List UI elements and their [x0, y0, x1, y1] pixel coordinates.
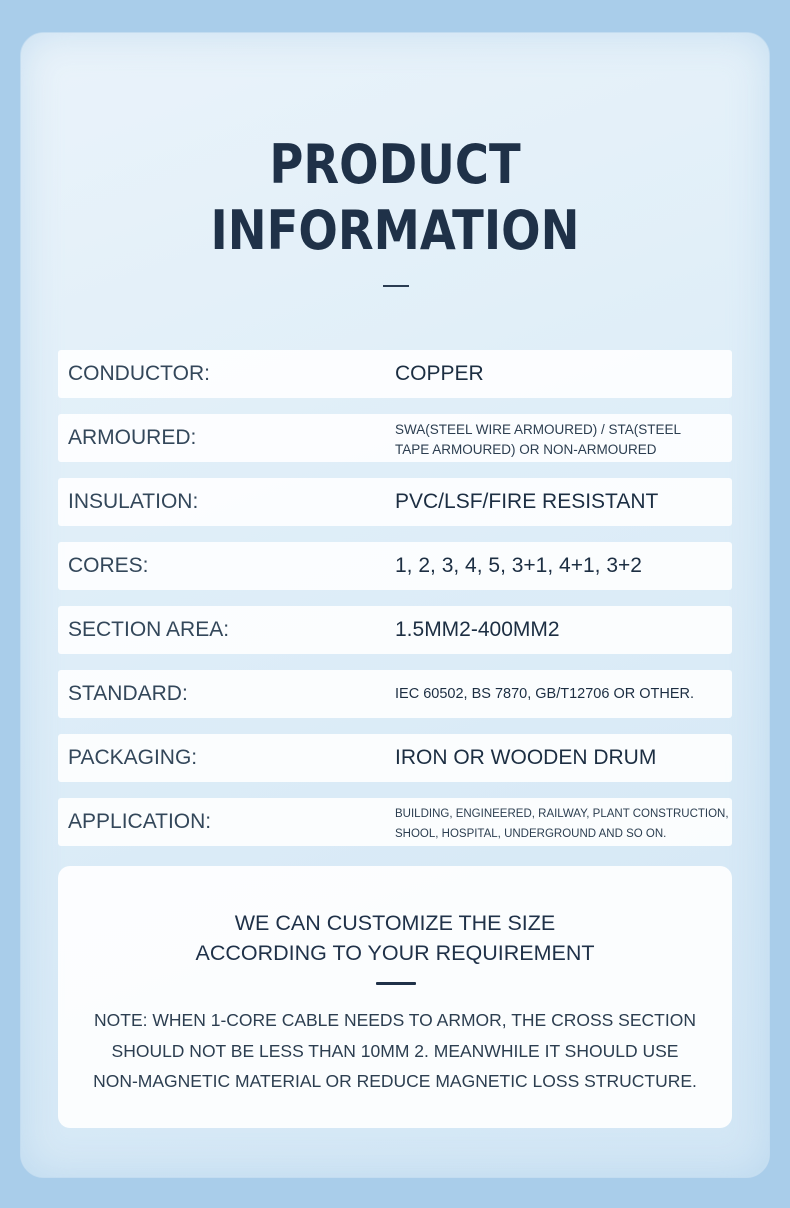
spec-value: IEC 60502, BS 7870, GB/T12706 OR OTHER.	[395, 686, 695, 702]
note-heading-line1: WE CAN CUSTOMIZE THE SIZE	[234, 911, 556, 935]
spec-label: CORES:	[68, 554, 149, 577]
note-heading-line2: ACCORDING TO YOUR REQUIREMENT	[195, 941, 595, 965]
spec-row-section-area	[58, 606, 732, 654]
spec-value: PVC/LSF/FIRE RESISTANT	[395, 490, 659, 513]
customization-note-box	[58, 866, 732, 1128]
page-title	[55, 132, 734, 264]
spec-label: STANDARD:	[68, 682, 188, 705]
spec-row-standard	[58, 670, 732, 718]
note-text-line2: SHOULD NOT BE LESS THAN 10MM 2. MEANWHILE IT SHOULD USE	[111, 1041, 679, 1061]
spec-label: APPLICATION:	[68, 810, 212, 833]
spec-value: 1, 2, 3, 4, 5, 3+1, 4+1, 3+2	[395, 554, 642, 577]
spec-value-line1: BUILDING, ENGINEERED, RAILWAY, PLANT CONSTRUCTION,	[395, 808, 729, 820]
spec-label: INSULATION:	[68, 490, 199, 513]
spec-value: 1.5MM2-400MM2	[395, 618, 560, 641]
note-text-line3: NON-MAGNETIC MATERIAL OR REDUCE MAGNETIC LOSS STRUCTURE.	[93, 1071, 697, 1091]
spec-value-line2: SHOOL, HOSPITAL, UNDERGROUND AND SO ON.	[395, 828, 667, 840]
spec-row-application	[58, 798, 732, 846]
spec-value: COPPER	[395, 362, 484, 385]
title-divider	[383, 285, 409, 287]
spec-label: ARMOURED:	[68, 426, 197, 449]
spec-row-packaging	[58, 734, 732, 782]
spec-value-line2: TAPE ARMOURED) OR NON-ARMOURED	[395, 442, 657, 457]
spec-label: CONDUCTOR:	[68, 362, 210, 385]
spec-value-line1: SWA(STEEL WIRE ARMOURED) / STA(STEEL	[395, 422, 682, 437]
spec-row-cores	[58, 542, 732, 590]
spec-label: SECTION AREA:	[68, 618, 230, 641]
spec-value	[395, 420, 695, 460]
spec-value: IRON OR WOODEN DRUM	[395, 746, 657, 769]
note-divider	[376, 982, 416, 985]
page-title-line1: PRODUCT	[269, 133, 521, 196]
spec-row-armoured	[58, 414, 732, 462]
note-text-line1: NOTE: WHEN 1-CORE CABLE NEEDS TO ARMOR, THE CROSS SECTION	[94, 1010, 696, 1030]
spec-value	[395, 804, 735, 844]
spec-row-insulation	[58, 478, 732, 526]
spec-label: PACKAGING:	[68, 746, 198, 769]
spec-row-conductor	[58, 350, 732, 398]
page-title-line2: INFORMATION	[210, 199, 580, 262]
